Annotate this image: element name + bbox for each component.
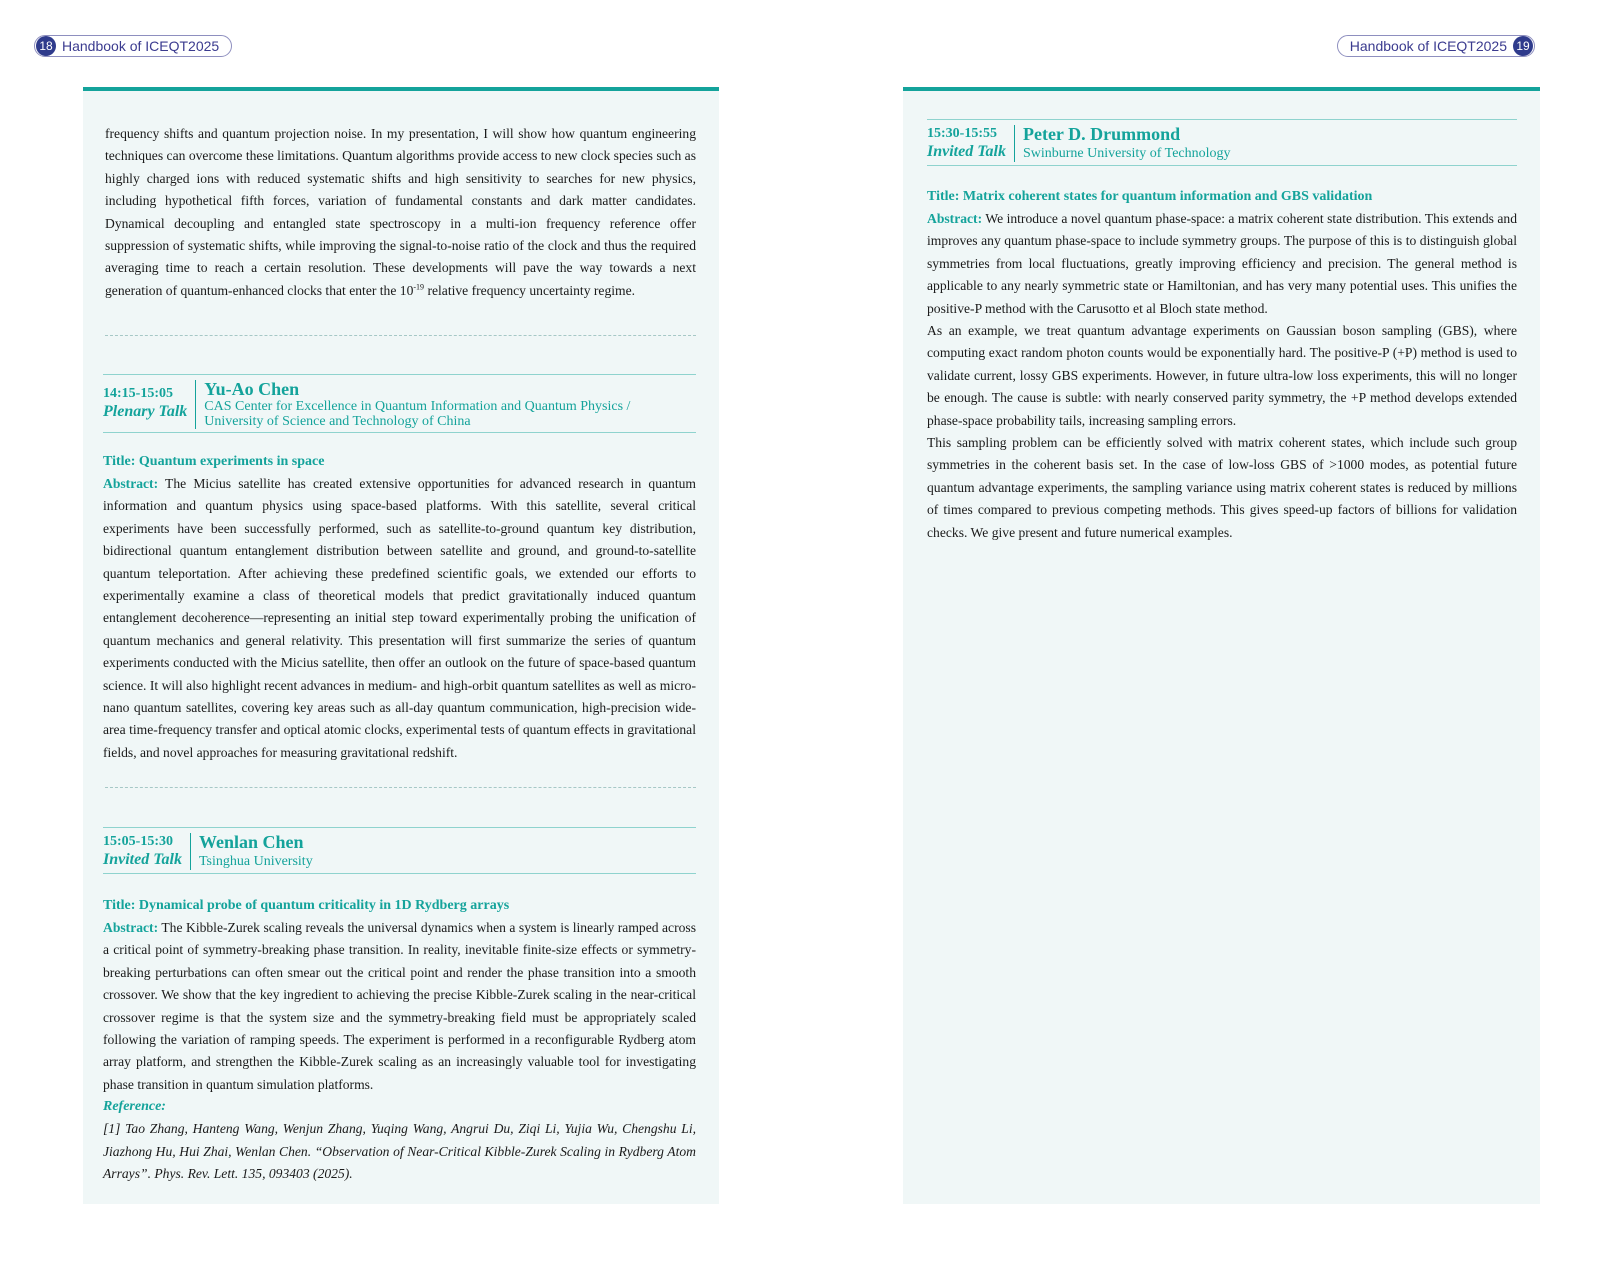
talk-type: Invited Talk [927,143,1006,160]
left-page-panel [83,87,719,1204]
abstract-label: Abstract: [103,476,159,491]
talk-block [927,119,1517,544]
talk-abstract: Abstract: The Micius satellite has created extensive opportunities for advanced research in quantum information and quantum physics using space-based platforms. With this satellite, several critical experiments have been successfully performed, such as satellite-to-ground quantum key distribution, bidirectional quantum entanglement distribution between satellite and ground, and ground-to-satellite quantum teleportation. After achieving these predefined scientific goals, we extended our efforts to experimentally examine a class of theoretical models that predict gravitationally induced quantum entanglement decoherence—representing an initial step toward experimentally probing the unification of quantum mechanics and general relativity. This presentation will first summarize the series of quantum experiments conducted with the Micius satellite, then offer an outlook on the future of space-based quantum science. It will also highlight recent advances in medium- and high-orbit quantum satellites as well as micro-nano quantum satellites, covering key areas such as all-day quantum communication, high-precision wide-area time-frequency transfer and optical atomic clocks, experimental tests of quantum effects in gravitational fields, and novel approaches for measuring gravitational redshift. [103,476,696,760]
page-number-badge: 19 [1513,36,1533,56]
handbook-title: Handbook of ICEQT2025 [1349,38,1507,54]
reference-label: Reference: [103,1099,166,1115]
speaker-affiliation: Swinburne University of Technology [1022,146,1231,161]
talk-header [103,374,696,433]
header-right [1337,35,1535,57]
section-divider [105,335,696,336]
talk-block [103,374,696,764]
abstract-label: Abstract: [927,211,983,226]
talk-abstract: Abstract: We introduce a novel quantum phase-space: a matrix coherent state distribution. This extends and improves any quantum phase-space to include symmetry groups. The purpose of this is to distinguish global symmetries from local fluctuations, greatly improving efficiency and precision. The general method is applicable to any nearly symmetric state or Hamiltonian, and has very many potential uses. This unifies the positive-P method with the Carusotto et al Bloch state method. [927,211,1517,316]
talk-title: Title: Dynamical probe of quantum criticality in 1D Rydberg arrays [103,898,510,913]
header-left [34,35,232,57]
talk-time: 15:30-15:55 [927,126,997,141]
talk-block [103,827,696,1185]
abstract-paragraph: This sampling problem can be efficiently solved with matrix coherent states, which include such group symmetries in the coherent basis set. In the case of low-loss GBS of >1000 modes, as potential future quantum advantage experiments, the sampling variance using matrix coherent states is reduced by millions of times compared to previous competing methods. This gives speed-up factors of billions for validation checks. We give present and future numerical examples. [927,435,1517,540]
talk-abstract: Abstract: The Kibble-Zurek scaling reveals the universal dynamics when a system is linearly ramped across a critical point of symmetry-breaking phase transition. In reality, inevitable finite-size effects or symmetry-breaking perturbations can often smear out the critical point and render the phase transition into a smooth crossover. We show that the key ingredient to achieving the precise Kibble-Zurek scaling in the near-critical crossover regime is that the system size and the symmetry-breaking field must be appropriately scaled following the variation of ramping speeds. The experiment is performed in a reconfigurable Rydberg atom array platform, and strengthen the Kibble-Zurek scaling as an increasingly valuable tool for investigating phase transition in quantum simulation platforms. [103,920,696,1092]
talk-time: 15:05-15:30 [103,834,173,849]
reference-text: [1] Tao Zhang, Hanteng Wang, Wenjun Zhang, Yuqing Wang, Angrui Du, Ziqi Li, Yujia Wu, Chengshu Li, Jiazhong Hu, Hui Zhai, Wenlan Chen. “Observation of Near-Critical Kibble-Zurek Scaling in Rydberg Atom Arrays”. Phys. Rev. Lett. 135, 093403 (2025). [103,1121,696,1182]
talk-time: 14:15-15:05 [103,386,173,401]
abstract-label: Abstract: [103,920,159,935]
talk-title: Title: Matrix coherent states for quantum information and GBS validation [927,189,1373,204]
right-page-panel [903,87,1540,1204]
speaker-name: Wenlan Chen [198,832,304,852]
section-divider [105,787,696,788]
exponent: -19 [413,282,425,292]
talk-header [927,119,1517,166]
speaker-affiliation: Tsinghua University [198,854,313,869]
speaker-name: Yu-Ao Chen [204,379,300,399]
talk-type: Invited Talk [103,851,182,868]
talk-title: Title: Quantum experiments in space [103,454,325,469]
abstract-paragraph: As an example, we treat quantum advantage experiments on Gaussian boson sampling (GBS), where computing exact random photon counts would be exponentially hard. The positive-P (+P) method is used to validate current, lossy GBS experiments. However, in future ultra-low loss experiments, this will no longer be enough. The cause is subtle: with nearly conserved parity symmetry, the +P method develops extended phase-space probability tails, increasing sampling errors. [927,323,1517,428]
continued-abstract: frequency shifts and quantum projection noise. In my presentation, I will show how quantum engineering techniques can overcome these limitations. Quantum algorithms provide access to new clock species such as highly charged ions with reduced systematic shifts and high sensitivity to searches for new physics, including hypothetical fifth forces, variation of fundamental constants and dark matter candidates. Dynamical decoupling and entangled state spectroscopy in a multi-ion frequency reference offer suppression of systematic shifts, while improving the signal-to-noise ratio of the clock and thus the required averaging time to reach a certain resolution. These developments will pave the way towards a next generation of quantum-enhanced clocks that enter the $10^{-19}$ relative frequency uncertainty regime. [105,126,696,298]
speaker-name: Peter D. Drummond [1022,124,1181,144]
speaker-affiliation: University of Science and Technology of China [204,414,471,429]
talk-type: Plenary Talk [103,403,188,420]
handbook-title: Handbook of ICEQT2025 [62,38,220,54]
speaker-affiliation: CAS Center for Excellence in Quantum Information and Quantum Physics / [204,399,631,414]
page-number-badge: 18 [36,36,56,56]
talk-header [103,827,696,874]
